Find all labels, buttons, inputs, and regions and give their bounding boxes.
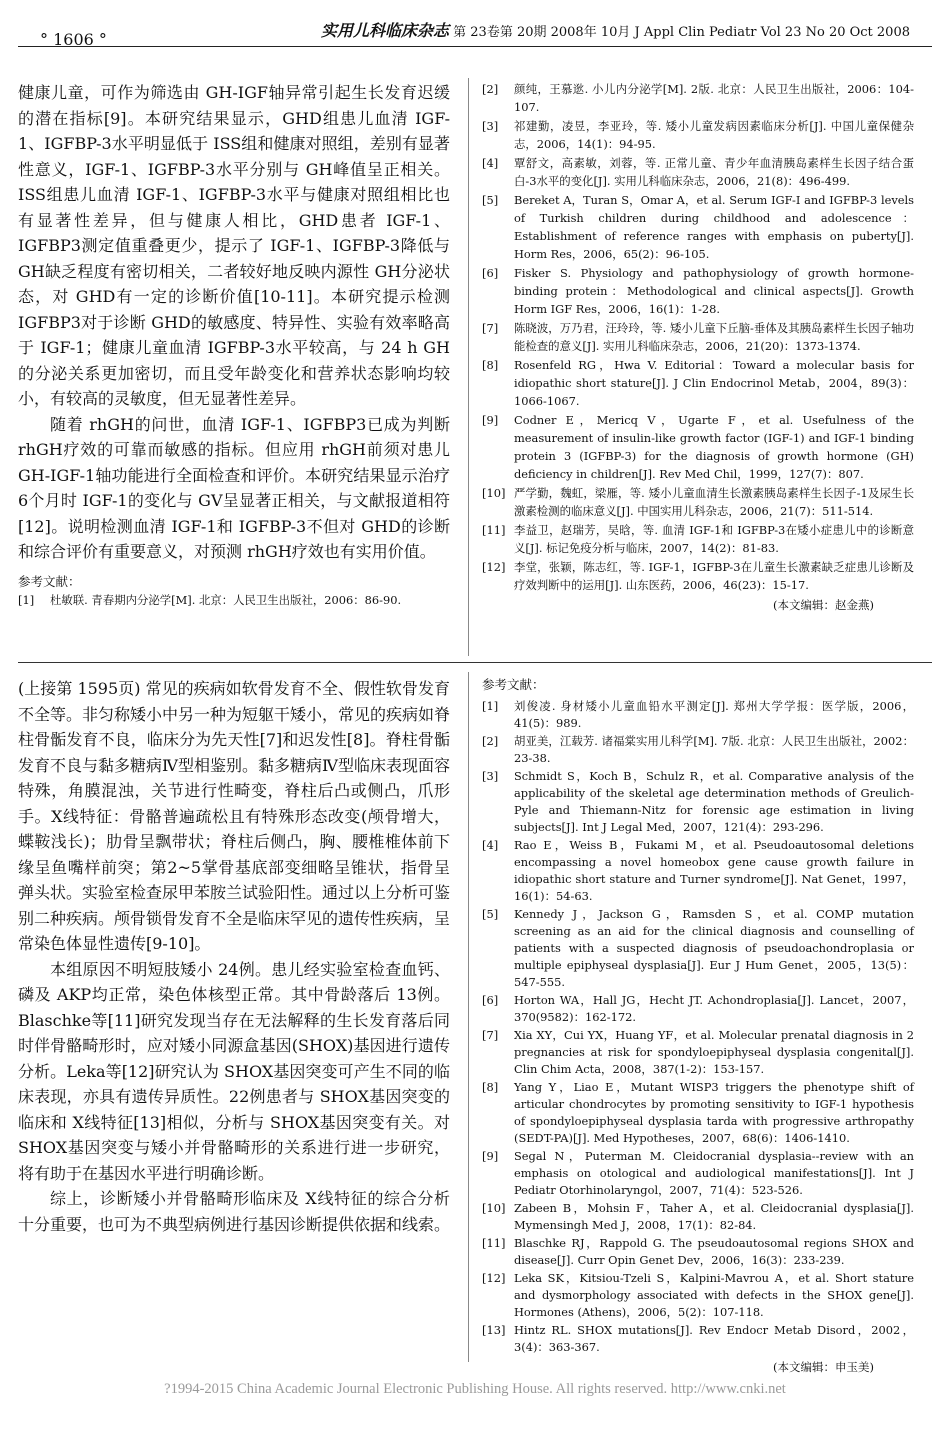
reference-text: 李堂，张颖，陈志红，等. IGF-1，IGFBP-3在儿童生长激素缺乏症患儿诊断及疗效判断中的运用[J]. 山东医药，2006，46(23)：15-17.: [514, 560, 914, 592]
journal-name: 实用儿科临床杂志: [320, 21, 449, 40]
reference-item: [482, 484, 914, 520]
reference-item: [482, 1235, 914, 1269]
reference-item: [482, 733, 914, 767]
editor-note: (本文编辑：申玉美): [773, 1360, 874, 1374]
reference-number: [11]: [482, 523, 506, 537]
issue-en: J Appl Clin Pediatr Vol 23 No 20 Oct 2008: [634, 25, 910, 40]
reference-item: [482, 906, 914, 991]
reference-item: [482, 1079, 914, 1147]
reference-item: [482, 154, 914, 190]
reference-number: [11]: [482, 1236, 506, 1250]
page-number: ° 1606 °: [40, 30, 107, 49]
reference-item: [482, 80, 914, 116]
reference-text: Blaschke RJ，Rappold G. The pseudoautosomal regions SHOX and disease[J]. Curr Opin Genet Dev，2006，16(3)：233-239.: [514, 1236, 914, 1267]
copyright-footer: ?1994-2015 China Academic Journal Electronic Publishing House. All rights reserved. http://www.cnki.net: [164, 1381, 786, 1397]
reference-item: [482, 837, 914, 905]
reference-item: [482, 992, 914, 1026]
reference-number: [12]: [482, 560, 506, 574]
reference-text: Hintz RL. SHOX mutations[J]. Rev Endocr Metab Disord，2002，3(4)：363-367.: [514, 1323, 914, 1354]
reference-item: [482, 521, 914, 557]
reference-number: [6]: [482, 266, 499, 280]
reference-item: [18, 591, 450, 609]
reference-item: [482, 319, 914, 355]
reference-text: 严学勤，魏虹，梁雁，等. 矮小儿童血清生长激素胰岛素样生长因子-1及尿生长激素检测的临床意义[J]. 中国实用儿科杂志，2006，21(7)：511-514.: [514, 486, 914, 518]
page-header: [0, 0, 950, 56]
reference-number: [6]: [482, 993, 499, 1007]
reference-text: 陈晓波，万乃君，汪玲玲，等. 矮小儿童下丘脑-垂体及其胰岛素样生长因子轴功能检查的意义[J]. 实用儿科临床杂志，2006，21(20)：1373-1374.: [514, 321, 914, 353]
reference-item: [482, 768, 914, 836]
reference-number: [10]: [482, 1201, 506, 1215]
reference-item: [482, 191, 914, 263]
reference-text: Rao E，Weiss B，Fukami M，et al. Pseudoautosomal deletions encompassing a novel homeobox gene cause growth failure in idiopathic short stature and Turner syndrome[J]. Nat Genet，1997，16(1)：54-63.: [514, 838, 914, 903]
article-paragraph: 综上，诊断矮小并骨骼畸形临床及 X线特征的综合分析十分重要，也可为不典型病例进行基因诊断提供依据和线索。: [18, 1189, 451, 1234]
reference-number: [2]: [482, 82, 499, 96]
reference-text: 祁建勤，凌昱，李亚玲，等. 矮小儿童发病因素临床分析[J]. 中国儿童保健杂志，2006，14(1)：94-95.: [514, 119, 914, 151]
reference-text: 颜纯，王慕逖. 小儿内分泌学[M]. 2版. 北京：人民卫生出版社，2006：104-107.: [514, 82, 914, 114]
reference-number: [5]: [482, 907, 499, 921]
header-rule: [18, 46, 932, 47]
reference-text: Zabeen B，Mohsin F，Taher A，et al. Cleidocranial dysplasia[J]. Mymensingh Med J，2008，17(1)：82-84.: [514, 1201, 914, 1232]
reference-number: [3]: [482, 119, 499, 133]
column-divider: [468, 672, 469, 1362]
reference-number: [4]: [482, 838, 499, 852]
reference-number: [7]: [482, 1028, 499, 1042]
column-divider: [468, 78, 469, 656]
references-title: 参考文献：: [482, 677, 545, 692]
article-paragraph: 健康儿童，可作为筛选由 GH-IGF轴异常引起生长发育迟缓的潜在指标[9]。本研究结果显示，GHD组患儿血清 IGF-1、IGFBP-3水平明显低于 ISS组和健康对照组，差别有显著性意义，IGF-1、IGFBP-3水平分别与 GH峰值呈正相关。ISS组患儿血清 IGF-1、IGFBP-3水平与健康对照组相比也有显著性差异，但与健康人相比，GHD患者 IGF-1、IGFBP3测定值重叠更少，提示了 IGF-1、IGFBP-3降低与 GH缺乏程度有密切相关，二者较好地反映内源性 GH分泌状态，对 GHD有一定的诊断价值[10-11]。本研究提示检测 IGFBP3对于诊断 GHD的敏感度、特异性、实验有效率略高于 IGF-1；健康儿童血清 IGFBP-3水平较高，与 24 h GH的分泌关系更加密切，而且受年龄变化和营养状态影响均较小，有较高的灵敏度，但无显著性差异。: [18, 83, 450, 408]
reference-text: 杜敏联. 青春期内分泌学[M]. 北京：人民卫生出版社，2006：86-90.: [50, 592, 402, 607]
reference-number: [1]: [18, 592, 35, 607]
reference-item: [482, 1200, 914, 1234]
reference-item: [482, 356, 914, 410]
references-title: 参考文献：: [18, 573, 81, 589]
reference-text: Schmidt S，Koch B，Schulz R，et al. Comparative analysis of the applicability of the skeletal age determination methods of Greulich-Pyle and Thiemann-Nitz for forensic age estimation in living subjects[J]. Int J Legal Med，2007，121(4)：293-296.: [514, 769, 914, 834]
reference-text: Horton WA，Hall JG，Hecht JT. Achondroplasia[J]. Lancet，2007，370(9582)：162-172.: [514, 993, 914, 1024]
reference-number: [2]: [482, 734, 499, 748]
reference-text: Kennedy J，Jackson G，Ramsden S，et al. COMP mutation screening as an aid for the clinical diagnosis and counselling of patients with a suspected diagnosis of pseudoachondroplasia or multiple epiphyseal dysplasia[J]. Eur J Hum Genet，2005，13(5)：547-555.: [514, 907, 914, 989]
reference-text: 胡亚美，江载芳. 诸福棠实用儿科学[M]. 7版. 北京：人民卫生出版社，2002：23-38.: [514, 734, 914, 765]
reference-item: [482, 1270, 914, 1321]
reference-text: 刘俊凌. 身材矮小儿童血铅水平测定[J]. 郑州大学学报：医学版，2006，41(5)：989.: [514, 699, 914, 730]
reference-item: [482, 1322, 914, 1356]
reference-number: [12]: [482, 1271, 506, 1285]
article-paragraph: (上接第 1595页) 常见的疾病如软骨发育不全、假性软骨发育不全等。非匀称矮小中另一种为短躯干矮小，常见的疾病如脊柱骨骺发育不良，临床分为先天性[7]和迟发性[8]。脊柱骨骺发育不良与黏多糖病Ⅳ型相鉴别。黏多糖病Ⅳ型临床表现面容特殊，角膜混浊，关节进行性畸变，脊柱后凸或侧凸，爪形手。X线特征：骨骼普遍疏松且有特殊形态改变(颅骨增大，蝶鞍浅长)；肋骨呈飘带状；脊柱后侧凸，胸、腰椎椎体前下缘呈鱼嘴样前突；第2~5掌骨基底部变细略呈锥状，指骨呈弹头状。实验室检查尿甲苯胺兰试验阳性。通过以上分析可鉴别二种疾病。颅骨锁骨发育不全是临床罕见的遗传性疾病，呈常染色体显性遗传[9-10]。: [18, 679, 451, 953]
reference-number: [10]: [482, 486, 506, 500]
reference-text: Xia XY，Cui YX，Huang YF，et al. Molecular prenatal diagnosis in 2 pregnancies at risk for spondyloepiphyseal dysplasia congenital[J]. Clin Chim Acta，2008，387(1-2)：153-157.: [514, 1028, 914, 1076]
top-references: [482, 80, 914, 614]
article-paragraph: 随着 rhGH的问世，血清 IGF-1、IGFBP3已成为判断 rhGH疗效的可靠而敏感的指标。但应用 rhGH前须对患儿 GH-IGF-1轴功能进行全面检查和评价。本研究结果显示治疗 6个月时 IGF-1的变化与 GV呈显著正相关，与文献报道相符[12]。说明检测血清 IGF-1和 IGFBP-3不但对 GHD的诊断和综合评价有重要意义，对预测 rhGH疗效也有实用价值。: [18, 414, 450, 561]
reference-text: 李益卫，赵瑞芳，吴晗，等. 血清 IGF-1和 IGFBP-3在矮小症患儿中的诊断意义[J]. 标记免疫分析与临床，2007，14(2)：81-83.: [514, 523, 914, 555]
reference-item: [482, 264, 914, 318]
bottom-article-body: [18, 676, 450, 1237]
reference-item: [482, 117, 914, 153]
reference-item: [482, 1148, 914, 1199]
reference-number: [8]: [482, 1080, 499, 1094]
issue-cn: 第 23卷第 20期 2008年 10月: [453, 25, 631, 40]
reference-number: [8]: [482, 358, 499, 372]
reference-number: [5]: [482, 193, 499, 207]
reference-item: [482, 1027, 914, 1078]
reference-text: Codner E，Mericq V，Ugarte F，et al. Usefulness of the measurement of insulin-like growth factor (IGF-1) and IGF-1 binding protein 3 (IGFBP-3) for the diagnosis of growth hormone (GH) deficiency in children[J]. Rev Med Chil，1999，127(7)：807.: [514, 413, 914, 481]
reference-item: [482, 698, 914, 732]
journal-info: [321, 18, 910, 41]
reference-number: [9]: [482, 1149, 499, 1163]
reference-text: Fisker S. Physiology and pathophysiology of growth hormone-binding protein：Methodological and clinical aspects[J]. Growth Horm IGF Res，2006，16(1)：1-28.: [514, 266, 914, 316]
reference-number: [13]: [482, 1323, 506, 1337]
reference-text: Bereket A，Turan S，Omar A，et al. Serum IGF-I and IGFBP-3 levels of Turkish children during childhood and adolescence：Establishment of reference ranges with emphasis on puberty[J]. Horm Res，2006，65(2)：96-105.: [514, 193, 914, 261]
reference-number: [7]: [482, 321, 499, 335]
bottom-references: [482, 676, 914, 1376]
reference-text: Yang Y，Liao E，Mutant WISP3 triggers the phenotype shift of articular chondrocytes by promoting sensitivity to IGF-1 hypothesis of spondyloepiphyseal dysplasia tarda with progressive arthropathy (SEDT-PA)[J]. Med Hypotheses，2007，68(6)：1406-1410.: [514, 1080, 914, 1145]
reference-number: [3]: [482, 769, 499, 783]
reference-text: 覃舒文，高素敏，刘蓉，等. 正常儿童、青少年血清胰岛素样生长因子结合蛋白-3水平的变化[J]. 实用儿科临床杂志，2006，21(8)：496-499.: [514, 156, 914, 188]
reference-item: [482, 558, 914, 594]
article-paragraph: 本组原因不明短肢矮小 24例。患儿经实验室检查血钙、磷及 AKP均正常，染色体核型正常。其中骨龄落后 13例。Blaschke等[11]研究发现当存在无法解释的生长发育落后同时伴骨骼畸形时，应对矮小同源盒基因(SHOX)基因进行遗传分析。Leka等[12]研究认为 SHOX基因突变可产生不同的临床表现，亦具有遗传异质性。22例患者与 SHOX基因突变的临床和 X线特征[13]相似，分析与 SHOX基因突变有关。对 SHOX基因突变与矮小并骨骼畸形的关系进行进一步研究，将有助于在基因水平进行明确诊断。: [18, 959, 450, 1183]
reference-text: Leka SK，Kitsiou-Tzeli S，Kalpini-Mavrou A，et al. Short stature and dysmorphology associated with defects in the SHOX gene[J]. Hormones (Athens)，2006，5(2)：107-118.: [514, 1271, 914, 1319]
reference-item: [482, 411, 914, 483]
reference-number: [9]: [482, 413, 499, 427]
editor-note: (本文编辑：赵金燕): [773, 598, 874, 612]
top-article-body: [18, 80, 450, 610]
reference-number: [4]: [482, 156, 499, 170]
reference-text: Segal N，Puterman M. Cleidocranial dysplasia--review with an emphasis on otological and audiological manifestations[J]. Int J Pediatr Otorhinolaryngol，2007，71(4)：523-526.: [514, 1149, 914, 1197]
reference-text: Rosenfeld RG，Hwa V. Editorial：Toward a molecular basis for idiopathic short stature[J]. J Clin Endocrinol Metab，2004，89(3)：1066-1067.: [514, 358, 914, 408]
reference-number: [1]: [482, 699, 499, 713]
section-divider: [18, 662, 932, 663]
